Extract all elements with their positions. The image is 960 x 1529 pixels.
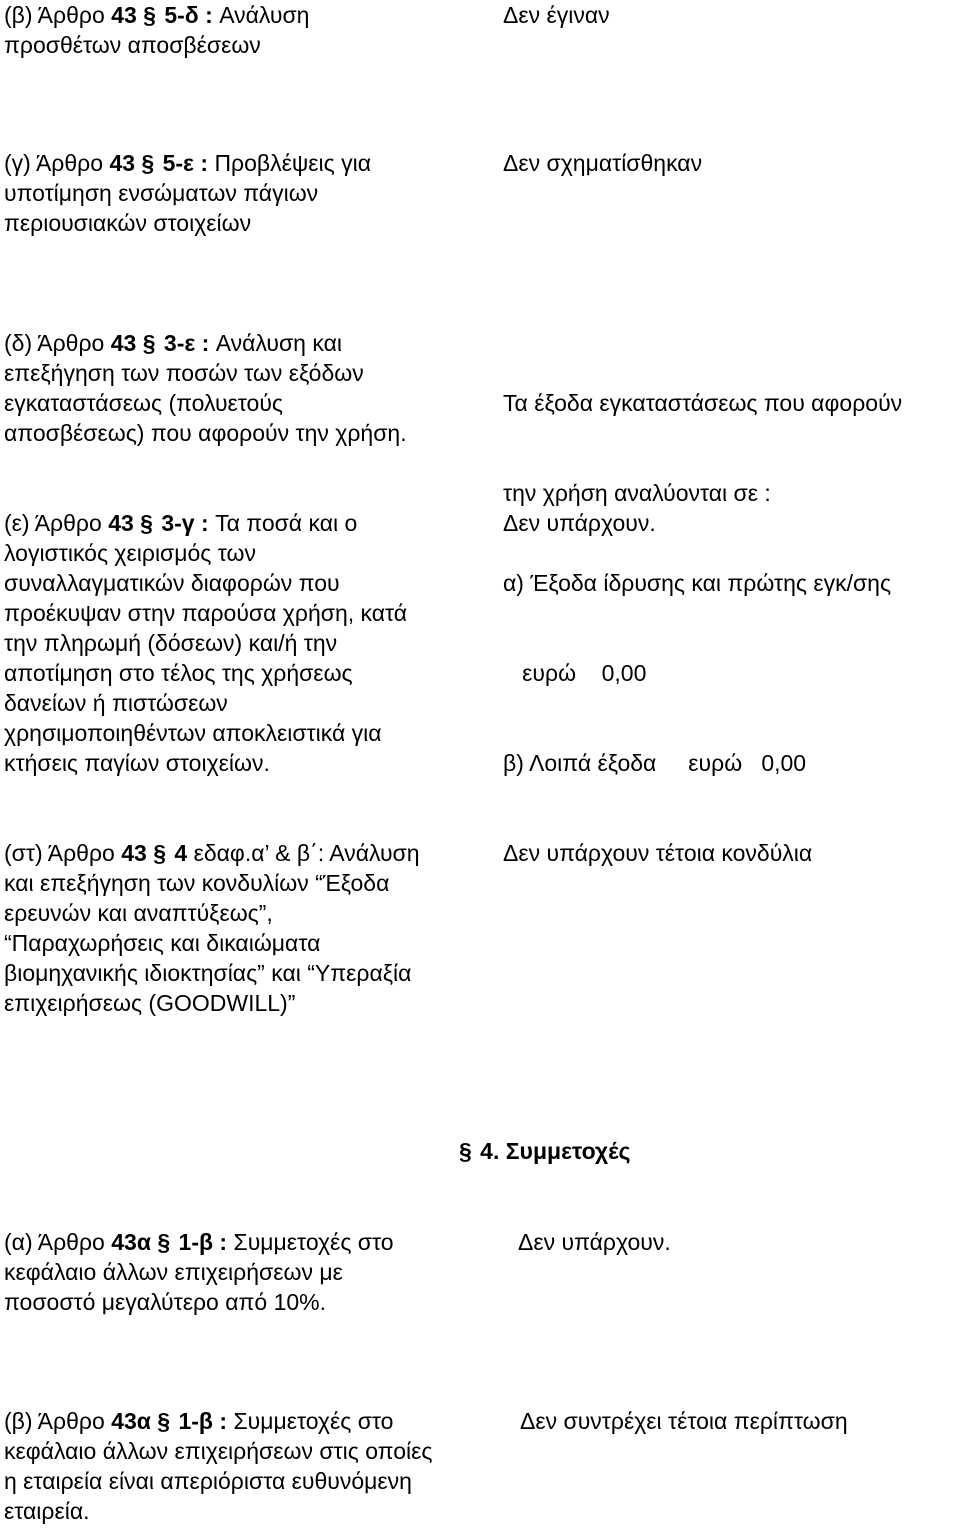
section-symbol: § <box>157 1408 171 1434</box>
item-e-answer: Δεν υπάρχουν. <box>503 510 656 536</box>
section-symbol: § <box>142 330 156 356</box>
item-e-description: (ε) Άρθρο 43 § 3-γ : Τα ποσά και ο λογιστικός χειρισμός των συναλλαγματικών διαφορών που προέκυψαν στην παρούσα χρήση, κατά την πληρωμή (δόσεων) και/ή την αποτίμηση στο τέλος της χρήσεως δανείων ή πιστώσεων χρησιμοποιηθέντων αποκλειστικά για κτήσεις παγίων στοιχείων. <box>4 510 408 776</box>
item-st-description: (στ) Άρθρο 43 § 4 εδαφ.α’ & β΄: Ανάλυση και επεξήγηση των κονδυλίων “Έξοδα ερευνών και αναπτύξεως”, “Παραχωρήσεις και δικαιώματα βιομηχανικής ιδιοκτησίας” και “Υπεραξία επιχειρήσεως (GOODWILL)” <box>4 840 420 1016</box>
participation-b-description: (β) Άρθρο 43α § 1-β : Συμμετοχές στο κεφάλαιο άλλων επιχειρήσεων στις οποίες η εταιρεία είναι απεριόριστα ευθυνόμενη εταιρεία. <box>4 1408 433 1524</box>
section-symbol: § <box>459 1138 472 1164</box>
item-d-answer: Τα έξοδα εγκαταστάσεως που αφορούν την χρήση αναλύονται σε : α) Έξοδα ίδρυσης και πρώτης εγκ/σης ευρώ 0,00 β) Λοιπά έξοδα ευρώ 0,00 <box>503 390 903 776</box>
item-c-description: (γ) Άρθρο 43 § 5-ε : Προβλέψεις για υποτίμηση ενσώματων πάγιων περιουσιακών στοιχείων <box>4 150 372 236</box>
section-symbol: § <box>141 150 155 176</box>
section-symbol: § <box>140 510 153 536</box>
item-d-description: (δ) Άρθρο 43 § 3-ε : Ανάλυση και επεξήγηση των ποσών των εξόδων εγκαταστάσεως (πολυετούς αποσβέσεως) που αφορούν την χρήση. <box>4 330 407 446</box>
section-symbol: § <box>143 2 156 28</box>
section-symbol: § <box>153 840 166 866</box>
section-heading: § 4. Συμμετοχές <box>459 1138 631 1164</box>
section-symbol: § <box>157 1229 171 1255</box>
participation-b-answer: Δεν συντρέχει τέτοια περίπτωση <box>520 1408 848 1434</box>
item-b-description: (β) Άρθρο 43 § 5-δ : Ανάλυση προσθέτων αποσβέσεων <box>4 2 310 58</box>
item-c-answer: Δεν σχηματίσθηκαν <box>503 150 703 176</box>
participation-a-answer: Δεν υπάρχουν. <box>518 1229 671 1255</box>
item-b-answer: Δεν έγιναν <box>503 2 610 28</box>
item-st-answer: Δεν υπάρχουν τέτοια κονδύλια <box>503 840 813 866</box>
participation-a-description: (α) Άρθρο 43α § 1-β : Συμμετοχές στο κεφάλαιο άλλων επιχειρήσεων με ποσοστό μεγαλύτερο από 10%. <box>4 1229 394 1315</box>
